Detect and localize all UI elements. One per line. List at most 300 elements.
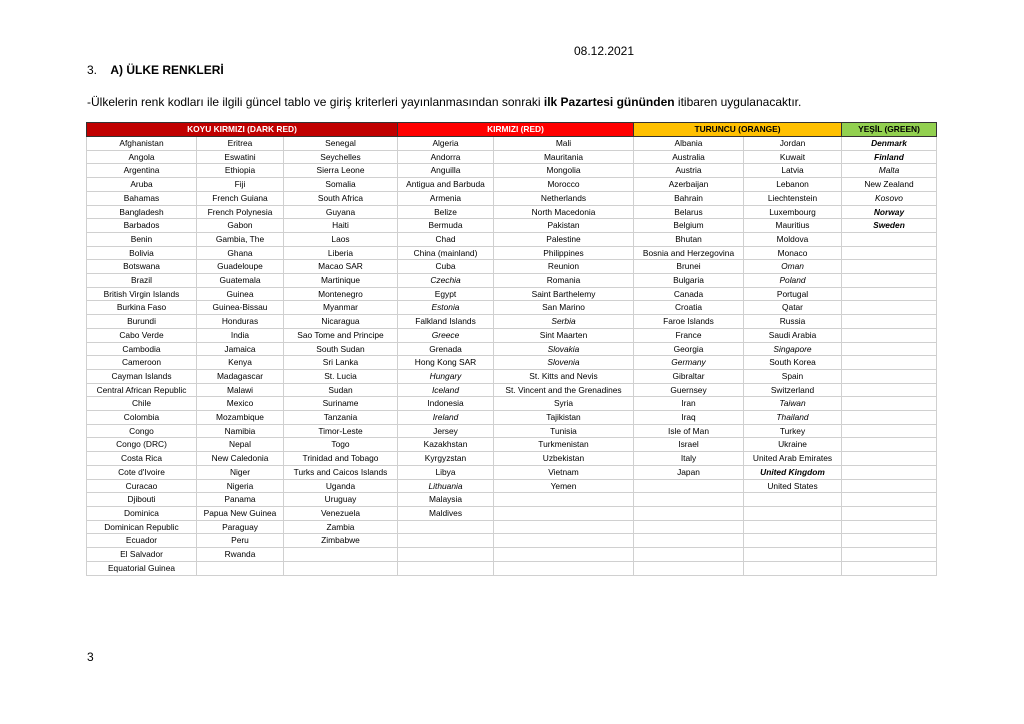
empty-cell	[398, 561, 494, 575]
country-cell: Andorra	[398, 150, 494, 164]
country-cell: Dominica	[87, 506, 197, 520]
country-cell: French Polynesia	[197, 205, 284, 219]
section-title: A) ÜLKE RENKLERİ	[110, 63, 224, 77]
empty-cell	[842, 452, 937, 466]
country-cell: Nigeria	[197, 479, 284, 493]
country-cell: Syria	[494, 397, 634, 411]
empty-cell	[842, 506, 937, 520]
empty-cell	[842, 260, 937, 274]
empty-cell	[197, 561, 284, 575]
table-header-row	[87, 123, 937, 137]
country-cell: Guinea	[197, 287, 284, 301]
country-cell: Cuba	[398, 260, 494, 274]
country-cell: Thailand	[744, 411, 842, 425]
country-cell: India	[197, 328, 284, 342]
country-cell: Iraq	[634, 411, 744, 425]
country-cell: Guadeloupe	[197, 260, 284, 274]
country-cell: Jamaica	[197, 342, 284, 356]
empty-cell	[842, 356, 937, 370]
country-cell: Belarus	[634, 205, 744, 219]
country-cell: Bosnia and Herzegovina	[634, 246, 744, 260]
country-cell: China (mainland)	[398, 246, 494, 260]
country-cell: Algeria	[398, 137, 494, 151]
country-cell: Monaco	[744, 246, 842, 260]
table-row	[87, 137, 937, 151]
country-cell: Antigua and Barbuda	[398, 178, 494, 192]
country-cell: Togo	[284, 438, 398, 452]
country-cell: Latvia	[744, 164, 842, 178]
country-cell: Ireland	[398, 411, 494, 425]
table-row	[87, 534, 937, 548]
empty-cell	[842, 342, 937, 356]
country-cell: Curacao	[87, 479, 197, 493]
empty-cell	[842, 438, 937, 452]
country-cell: Falkland Islands	[398, 315, 494, 329]
country-cell: Canada	[634, 287, 744, 301]
country-cell: Lithuania	[398, 479, 494, 493]
empty-cell	[842, 246, 937, 260]
country-cell: Cote d'Ivoire	[87, 465, 197, 479]
country-cell: Argentina	[87, 164, 197, 178]
country-cell: Malawi	[197, 383, 284, 397]
empty-cell	[494, 506, 634, 520]
empty-cell	[744, 548, 842, 562]
country-cell: Timor-Leste	[284, 424, 398, 438]
country-cell: Barbados	[87, 219, 197, 233]
country-cell: United States	[744, 479, 842, 493]
country-cell: Equatorial Guinea	[87, 561, 197, 575]
table-row	[87, 342, 937, 356]
country-cell: Jordan	[744, 137, 842, 151]
country-cell: Serbia	[494, 315, 634, 329]
country-cell: Seychelles	[284, 150, 398, 164]
country-cell: Aruba	[87, 178, 197, 192]
country-cell: Uzbekistan	[494, 452, 634, 466]
country-cell: Kuwait	[744, 150, 842, 164]
country-cell: Mauritius	[744, 219, 842, 233]
country-cell: Bangladesh	[87, 205, 197, 219]
country-cell: Trinidad and Tobago	[284, 452, 398, 466]
header-green: YEŞİL (GREEN)	[842, 123, 937, 137]
country-cell: Jersey	[398, 424, 494, 438]
country-cell: Ecuador	[87, 534, 197, 548]
country-cell: New Caledonia	[197, 452, 284, 466]
table-row	[87, 232, 937, 246]
section-heading	[87, 63, 224, 77]
country-cell: Honduras	[197, 315, 284, 329]
country-cell: Mongolia	[494, 164, 634, 178]
country-cell: Russia	[744, 315, 842, 329]
country-cell: Bhutan	[634, 232, 744, 246]
country-cell: Oman	[744, 260, 842, 274]
document-date: 08.12.2021	[573, 44, 635, 58]
country-cell: Rwanda	[197, 548, 284, 562]
country-cell: Mauritania	[494, 150, 634, 164]
empty-cell	[744, 493, 842, 507]
table-row	[87, 506, 937, 520]
table-row	[87, 493, 937, 507]
country-cell: Albania	[634, 137, 744, 151]
country-cell: Norway	[842, 205, 937, 219]
country-cell: Switzerland	[744, 383, 842, 397]
country-cell: Namibia	[197, 424, 284, 438]
country-cell: Bulgaria	[634, 274, 744, 288]
page-number: 3	[87, 650, 94, 664]
country-cell: Lebanon	[744, 178, 842, 192]
country-cell: Cambodia	[87, 342, 197, 356]
country-cell: Kyrgyzstan	[398, 452, 494, 466]
country-cell: Chad	[398, 232, 494, 246]
country-cell: Guernsey	[634, 383, 744, 397]
country-cell: Liberia	[284, 246, 398, 260]
country-cell: Senegal	[284, 137, 398, 151]
table-row	[87, 397, 937, 411]
country-cell: Bahrain	[634, 191, 744, 205]
country-cell: Qatar	[744, 301, 842, 315]
country-cell: Gabon	[197, 219, 284, 233]
country-cell: Saudi Arabia	[744, 328, 842, 342]
country-cell: Spain	[744, 369, 842, 383]
empty-cell	[842, 232, 937, 246]
table-row	[87, 356, 937, 370]
country-cell: Reunion	[494, 260, 634, 274]
country-cell: Panama	[197, 493, 284, 507]
table-row	[87, 438, 937, 452]
country-cell: New Zealand	[842, 178, 937, 192]
empty-cell	[494, 520, 634, 534]
intro-text-start: -Ülkelerin renk kodları ile ilgili güncel tablo ve giriş kriterleri yayınlanmasından sonraki	[87, 95, 544, 109]
intro-text-bold: ilk Pazartesi gününden	[543, 95, 675, 109]
table-row	[87, 548, 937, 562]
country-cell: Paraguay	[197, 520, 284, 534]
table-row	[87, 424, 937, 438]
country-cell: Estonia	[398, 301, 494, 315]
country-cell: Congo	[87, 424, 197, 438]
country-cell: Morocco	[494, 178, 634, 192]
country-cell: Cameroon	[87, 356, 197, 370]
country-cell: Bolivia	[87, 246, 197, 260]
country-cell: Ukraine	[744, 438, 842, 452]
country-cell: United Arab Emirates	[744, 452, 842, 466]
empty-cell	[842, 315, 937, 329]
country-cell: Sri Lanka	[284, 356, 398, 370]
country-cell: Greece	[398, 328, 494, 342]
country-cell: Burkina Faso	[87, 301, 197, 315]
table-row	[87, 260, 937, 274]
country-cell: Martinique	[284, 274, 398, 288]
country-cell: Palestine	[494, 232, 634, 246]
country-cell: Laos	[284, 232, 398, 246]
country-cell: Malaysia	[398, 493, 494, 507]
empty-cell	[634, 534, 744, 548]
country-cell: Burundi	[87, 315, 197, 329]
table-body	[87, 137, 937, 576]
country-cell: Maldives	[398, 506, 494, 520]
country-cell: Ethiopia	[197, 164, 284, 178]
country-cell: Gambia, The	[197, 232, 284, 246]
country-cell: Taiwan	[744, 397, 842, 411]
table-row	[87, 219, 937, 233]
empty-cell	[842, 561, 937, 575]
country-cell: Slovenia	[494, 356, 634, 370]
table-row	[87, 164, 937, 178]
empty-cell	[842, 548, 937, 562]
country-cell: Nepal	[197, 438, 284, 452]
table-row	[87, 287, 937, 301]
country-cell: Zambia	[284, 520, 398, 534]
country-cell: Turks and Caicos Islands	[284, 465, 398, 479]
country-cell: Eswatini	[197, 150, 284, 164]
country-cell: South Korea	[744, 356, 842, 370]
country-cell: St. Vincent and the Grenadines	[494, 383, 634, 397]
country-cell: Zimbabwe	[284, 534, 398, 548]
country-cell: Ghana	[197, 246, 284, 260]
country-cell: San Marino	[494, 301, 634, 315]
empty-cell	[398, 534, 494, 548]
country-cell: Vietnam	[494, 465, 634, 479]
country-cell: Angola	[87, 150, 197, 164]
country-cell: Saint Barthelemy	[494, 287, 634, 301]
country-cell: Austria	[634, 164, 744, 178]
empty-cell	[842, 411, 937, 425]
table-row	[87, 383, 937, 397]
table-row	[87, 246, 937, 260]
country-cell: Uruguay	[284, 493, 398, 507]
table-row	[87, 411, 937, 425]
empty-cell	[842, 301, 937, 315]
country-cell: Hungary	[398, 369, 494, 383]
table-row	[87, 301, 937, 315]
empty-cell	[744, 561, 842, 575]
empty-cell	[842, 479, 937, 493]
table-row	[87, 315, 937, 329]
country-cell: Guatemala	[197, 274, 284, 288]
country-cell: Myanmar	[284, 301, 398, 315]
empty-cell	[494, 548, 634, 562]
country-cell: Netherlands	[494, 191, 634, 205]
empty-cell	[842, 465, 937, 479]
country-cell: Brunei	[634, 260, 744, 274]
empty-cell	[842, 328, 937, 342]
country-cell: South Africa	[284, 191, 398, 205]
country-cell: Anguilla	[398, 164, 494, 178]
country-cell: Egypt	[398, 287, 494, 301]
table-row	[87, 561, 937, 575]
country-cell: Peru	[197, 534, 284, 548]
country-cell: El Salvador	[87, 548, 197, 562]
country-cell: Niger	[197, 465, 284, 479]
country-cell: Sudan	[284, 383, 398, 397]
header-dark-red: KOYU KIRMIZI (DARK RED)	[87, 123, 398, 137]
empty-cell	[634, 561, 744, 575]
country-cell: Hong Kong SAR	[398, 356, 494, 370]
country-cell: Benin	[87, 232, 197, 246]
country-cell: Italy	[634, 452, 744, 466]
country-cell: Portugal	[744, 287, 842, 301]
empty-cell	[744, 520, 842, 534]
country-cell: Guinea-Bissau	[197, 301, 284, 315]
country-cell: France	[634, 328, 744, 342]
country-cell: Philippines	[494, 246, 634, 260]
country-cell: Central African Republic	[87, 383, 197, 397]
country-cell: Israel	[634, 438, 744, 452]
empty-cell	[842, 520, 937, 534]
country-cell: South Sudan	[284, 342, 398, 356]
country-cell: Djibouti	[87, 493, 197, 507]
empty-cell	[744, 506, 842, 520]
country-cell: Kazakhstan	[398, 438, 494, 452]
country-cell: Sao Tome and Principe	[284, 328, 398, 342]
country-cell: Slovakia	[494, 342, 634, 356]
country-cell: Czechia	[398, 274, 494, 288]
country-cell: Libya	[398, 465, 494, 479]
country-cell: Congo (DRC)	[87, 438, 197, 452]
country-cell: Brazil	[87, 274, 197, 288]
country-cell: Turkey	[744, 424, 842, 438]
country-cell: Moldova	[744, 232, 842, 246]
country-cell: Belgium	[634, 219, 744, 233]
country-cell: Tajikistan	[494, 411, 634, 425]
table-row	[87, 150, 937, 164]
country-cell: Gibraltar	[634, 369, 744, 383]
country-cell: Papua New Guinea	[197, 506, 284, 520]
country-cell: St. Lucia	[284, 369, 398, 383]
empty-cell	[634, 479, 744, 493]
country-cell: Isle of Man	[634, 424, 744, 438]
country-cell: Germany	[634, 356, 744, 370]
empty-cell	[842, 274, 937, 288]
empty-cell	[634, 520, 744, 534]
country-cell: Sint Maarten	[494, 328, 634, 342]
country-cell: Eritrea	[197, 137, 284, 151]
country-cell: Iran	[634, 397, 744, 411]
empty-cell	[842, 397, 937, 411]
country-cell: Luxembourg	[744, 205, 842, 219]
country-cell: Guyana	[284, 205, 398, 219]
country-cell: Mozambique	[197, 411, 284, 425]
country-cell: Uganda	[284, 479, 398, 493]
country-cell: Pakistan	[494, 219, 634, 233]
empty-cell	[634, 506, 744, 520]
empty-cell	[842, 369, 937, 383]
country-cell: Sierra Leone	[284, 164, 398, 178]
country-cell: Australia	[634, 150, 744, 164]
country-cell: Indonesia	[398, 397, 494, 411]
country-cell: Cayman Islands	[87, 369, 197, 383]
intro-text-end: itibaren uygulanacaktır.	[674, 95, 802, 109]
country-cell: Nicaragua	[284, 315, 398, 329]
country-cell: Colombia	[87, 411, 197, 425]
country-cell: Grenada	[398, 342, 494, 356]
country-cell: Finland	[842, 150, 937, 164]
country-cell: Macao SAR	[284, 260, 398, 274]
country-cell: Azerbaijan	[634, 178, 744, 192]
empty-cell	[842, 493, 937, 507]
table-row	[87, 191, 937, 205]
country-cell: Somalia	[284, 178, 398, 192]
country-cell: Mali	[494, 137, 634, 151]
empty-cell	[284, 561, 398, 575]
country-cell: Poland	[744, 274, 842, 288]
empty-cell	[634, 548, 744, 562]
country-cell: Japan	[634, 465, 744, 479]
empty-cell	[634, 493, 744, 507]
country-cell: Iceland	[398, 383, 494, 397]
country-cell: Yemen	[494, 479, 634, 493]
country-cell: Faroe Islands	[634, 315, 744, 329]
country-cell: Haiti	[284, 219, 398, 233]
header-orange: TURUNCU (ORANGE)	[634, 123, 842, 137]
country-cell: Costa Rica	[87, 452, 197, 466]
empty-cell	[494, 534, 634, 548]
table-row	[87, 479, 937, 493]
empty-cell	[842, 424, 937, 438]
country-cell: Kosovo	[842, 191, 937, 205]
empty-cell	[494, 561, 634, 575]
country-cell: Malta	[842, 164, 937, 178]
country-cell: Tunisia	[494, 424, 634, 438]
country-cell: Georgia	[634, 342, 744, 356]
country-cell: Bermuda	[398, 219, 494, 233]
country-cell: Dominican Republic	[87, 520, 197, 534]
country-cell: Sweden	[842, 219, 937, 233]
country-cell: French Guiana	[197, 191, 284, 205]
table-row	[87, 178, 937, 192]
country-color-table	[86, 122, 937, 576]
country-cell: United Kingdom	[744, 465, 842, 479]
empty-cell	[842, 287, 937, 301]
country-cell: Fiji	[197, 178, 284, 192]
section-number: 3.	[87, 63, 98, 77]
table-row	[87, 369, 937, 383]
country-cell: Mexico	[197, 397, 284, 411]
country-cell: North Macedonia	[494, 205, 634, 219]
table-row	[87, 465, 937, 479]
country-cell: Bahamas	[87, 191, 197, 205]
empty-cell	[398, 520, 494, 534]
country-cell: Liechtenstein	[744, 191, 842, 205]
country-cell: St. Kitts and Nevis	[494, 369, 634, 383]
header-red: KIRMIZI (RED)	[398, 123, 634, 137]
empty-cell	[398, 548, 494, 562]
country-cell: Montenegro	[284, 287, 398, 301]
country-cell: Tanzania	[284, 411, 398, 425]
country-cell: Croatia	[634, 301, 744, 315]
country-cell: Afghanistan	[87, 137, 197, 151]
country-cell: Singapore	[744, 342, 842, 356]
country-cell: Botswana	[87, 260, 197, 274]
country-cell: Chile	[87, 397, 197, 411]
table-row	[87, 274, 937, 288]
country-cell: Cabo Verde	[87, 328, 197, 342]
country-cell: Romania	[494, 274, 634, 288]
empty-cell	[842, 383, 937, 397]
country-cell: Belize	[398, 205, 494, 219]
country-cell: Denmark	[842, 137, 937, 151]
country-cell: Suriname	[284, 397, 398, 411]
country-cell: Turkmenistan	[494, 438, 634, 452]
empty-cell	[284, 548, 398, 562]
empty-cell	[842, 534, 937, 548]
empty-cell	[494, 493, 634, 507]
country-cell: Madagascar	[197, 369, 284, 383]
country-cell: Kenya	[197, 356, 284, 370]
country-cell: British Virgin Islands	[87, 287, 197, 301]
table-row	[87, 205, 937, 219]
table-row	[87, 328, 937, 342]
table-row	[87, 520, 937, 534]
empty-cell	[744, 534, 842, 548]
